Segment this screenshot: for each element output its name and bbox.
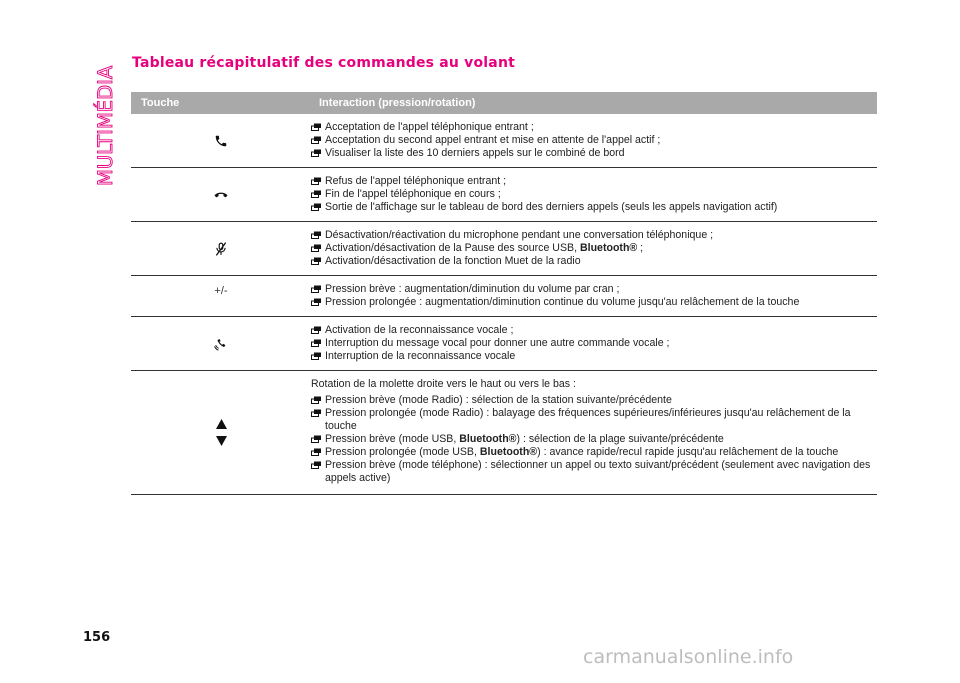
arrow-down-icon xyxy=(216,436,227,446)
checkbox-bullet-icon xyxy=(311,136,322,144)
checkbox-bullet-icon xyxy=(311,149,322,157)
key-cell xyxy=(131,317,311,370)
section-side-label-text: MULTIMÉDIA xyxy=(94,65,117,186)
table-row xyxy=(131,114,877,168)
list-item: Acceptation du second appel entrant et mise en attente de l'appel actif ; xyxy=(311,134,877,147)
page-number: 156 xyxy=(83,630,111,645)
header-interaction: Interaction (pression/rotation) xyxy=(319,97,476,109)
list-item: Interruption de la reconnaissance vocale xyxy=(311,350,877,363)
checkbox-bullet-icon xyxy=(311,409,322,417)
checkbox-bullet-icon xyxy=(311,326,322,334)
interaction-cell xyxy=(311,222,877,275)
checkbox-bullet-icon xyxy=(311,244,322,252)
volume-key-label: +/- xyxy=(214,285,228,297)
key-cell xyxy=(131,371,311,494)
checkbox-bullet-icon xyxy=(311,203,322,211)
arrow-up-icon xyxy=(216,419,227,429)
table-row xyxy=(131,317,877,371)
wheel-intro: Rotation de la molette droite vers le haut ou vers le bas : xyxy=(311,378,576,390)
list-item: Visualiser la liste des 10 derniers appels sur le combiné de bord xyxy=(311,147,877,160)
table-row xyxy=(131,276,877,317)
interaction-cell xyxy=(311,114,877,167)
list-item: Pression brève (mode Radio) : sélection de la station suivante/précédente xyxy=(311,394,877,407)
list-item: Pression prolongée : augmentation/diminution continue du volume jusqu'au relâchement de la touche xyxy=(311,296,877,309)
key-cell xyxy=(131,276,311,316)
checkbox-bullet-icon xyxy=(311,177,322,185)
interaction-cell xyxy=(311,371,877,494)
table-row xyxy=(131,222,877,276)
table-row xyxy=(131,371,877,495)
list-item: Pression brève (mode téléphone) : sélectionner un appel ou texto suivant/précédent (seulement avec navigation des appels active) xyxy=(311,459,877,485)
interaction-cell xyxy=(311,317,877,370)
phone-hangup-icon xyxy=(214,190,228,200)
list-item: Fin de l'appel téléphonique en cours ; xyxy=(311,188,877,201)
checkbox-bullet-icon xyxy=(311,298,322,306)
checkbox-bullet-icon xyxy=(311,435,322,443)
list-item: Pression brève : augmentation/diminution du volume par cran ; xyxy=(311,283,877,296)
checkbox-bullet-icon xyxy=(311,352,322,360)
key-cell xyxy=(131,114,311,167)
checkbox-bullet-icon xyxy=(311,190,322,198)
up-down-arrows-icon xyxy=(216,419,227,446)
header-key: Touche xyxy=(141,97,180,109)
key-cell xyxy=(131,168,311,221)
checkbox-bullet-icon xyxy=(311,231,322,239)
voice-command-icon xyxy=(214,337,228,351)
interaction-cell xyxy=(311,276,877,316)
list-item: Acceptation de l'appel téléphonique entrant ; xyxy=(311,121,877,134)
list-item: Interruption du message vocal pour donner une autre commande vocale ; xyxy=(311,337,877,350)
watermark: carmanualsonline.info xyxy=(583,646,794,668)
list-item: Pression prolongée (mode USB, Bluetooth®) : avance rapide/recul rapide jusqu'au relâchement de la touche xyxy=(311,446,877,459)
list-item: Désactivation/réactivation du microphone pendant une conversation téléphonique ; xyxy=(311,229,877,242)
table-header xyxy=(131,92,877,114)
checkbox-bullet-icon xyxy=(311,123,322,131)
key-cell xyxy=(131,222,311,275)
phone-answer-icon xyxy=(214,134,228,148)
interaction-cell xyxy=(311,168,877,221)
controls-table xyxy=(131,92,877,495)
list-item: Refus de l'appel téléphonique entrant ; xyxy=(311,175,877,188)
checkbox-bullet-icon xyxy=(311,257,322,265)
section-side-label xyxy=(74,40,124,190)
mute-icon xyxy=(214,241,228,257)
list-item: Activation/désactivation de la Pause des source USB, Bluetooth® ; xyxy=(311,242,877,255)
checkbox-bullet-icon xyxy=(311,448,322,456)
checkbox-bullet-icon xyxy=(311,396,322,404)
list-item: Activation/désactivation de la fonction Muet de la radio xyxy=(311,255,877,268)
checkbox-bullet-icon xyxy=(311,285,322,293)
list-item: Pression brève (mode USB, Bluetooth®) : sélection de la plage suivante/précédente xyxy=(311,433,877,446)
list-item: Sortie de l'affichage sur le tableau de bord des derniers appels (seuls les appels navigation actif) xyxy=(311,201,877,214)
list-item: Activation de la reconnaissance vocale ; xyxy=(311,324,877,337)
page-title: Tableau récapitulatif des commandes au volant xyxy=(132,55,516,71)
list-item: Pression prolongée (mode Radio) : balayage des fréquences supérieures/inférieures jusqu'au relâchement de la touche xyxy=(311,407,877,433)
checkbox-bullet-icon xyxy=(311,339,322,347)
checkbox-bullet-icon xyxy=(311,461,322,469)
table-row xyxy=(131,168,877,222)
